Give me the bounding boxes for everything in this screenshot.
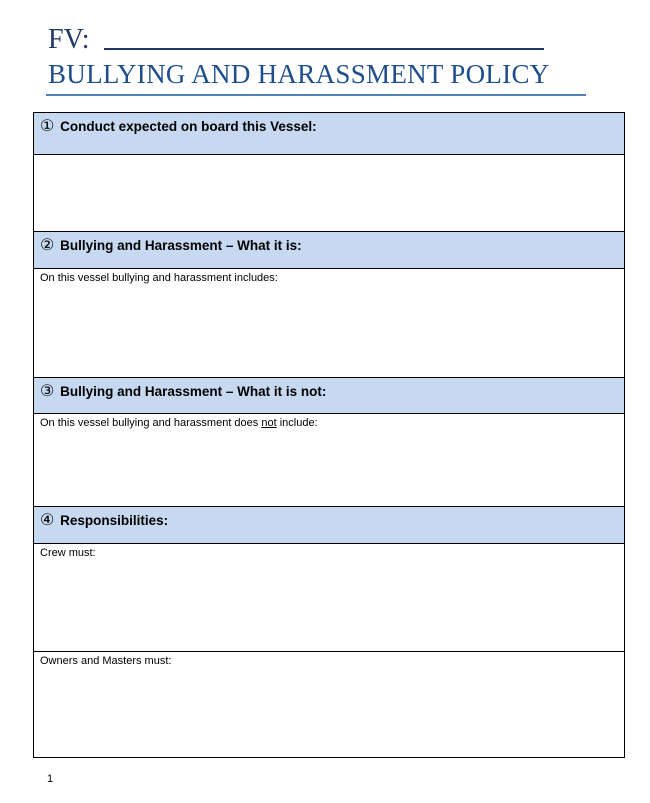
policy-form-table bbox=[33, 112, 625, 758]
vessel-name-blank[interactable] bbox=[104, 48, 544, 50]
section-2-title: Bullying and Harassment – What it is: bbox=[60, 238, 302, 253]
section-2-heading bbox=[34, 232, 624, 255]
section-3-prompt-end: include: bbox=[276, 417, 318, 429]
section-3-title: Bullying and Harassment – What it is not: bbox=[60, 384, 327, 399]
section-1-body[interactable] bbox=[34, 154, 624, 231]
section-1-title: Conduct expected on board this Vessel: bbox=[60, 119, 317, 134]
fv-label: FV: bbox=[48, 24, 90, 55]
section-3-header bbox=[34, 377, 624, 413]
section-4-header bbox=[34, 506, 624, 543]
section-4-title: Responsibilities: bbox=[60, 513, 169, 528]
section-4-heading bbox=[34, 507, 624, 530]
section-4-owners-body[interactable] bbox=[34, 651, 624, 758]
section-3-number: ③ bbox=[40, 383, 55, 400]
title-block bbox=[48, 22, 588, 90]
crew-must-prompt: Crew must: bbox=[40, 547, 96, 559]
owners-masters-must-prompt: Owners and Masters must: bbox=[40, 655, 172, 667]
section-3-prompt-emphasis: not bbox=[261, 417, 277, 429]
section-4-crew-body[interactable] bbox=[34, 543, 624, 651]
vessel-name-line bbox=[48, 22, 588, 56]
page-number: 1 bbox=[47, 773, 54, 785]
title-divider bbox=[46, 94, 586, 96]
section-2-prompt: On this vessel bullying and harassment includes: bbox=[40, 272, 278, 284]
page-title: BULLYING AND HARASSMENT POLICY bbox=[48, 59, 550, 89]
section-4-number: ④ bbox=[40, 512, 55, 529]
section-1-heading bbox=[34, 113, 624, 136]
section-3-body[interactable] bbox=[34, 413, 624, 506]
section-2-body[interactable] bbox=[34, 268, 624, 377]
section-2-header bbox=[34, 231, 624, 268]
section-3-heading bbox=[34, 378, 624, 401]
section-1-header bbox=[34, 113, 624, 154]
section-3-prompt-start: On this vessel bullying and harassment does bbox=[40, 417, 262, 429]
section-3-prompt bbox=[34, 414, 624, 429]
section-1-number: ① bbox=[40, 118, 55, 135]
section-2-number: ② bbox=[40, 237, 55, 254]
